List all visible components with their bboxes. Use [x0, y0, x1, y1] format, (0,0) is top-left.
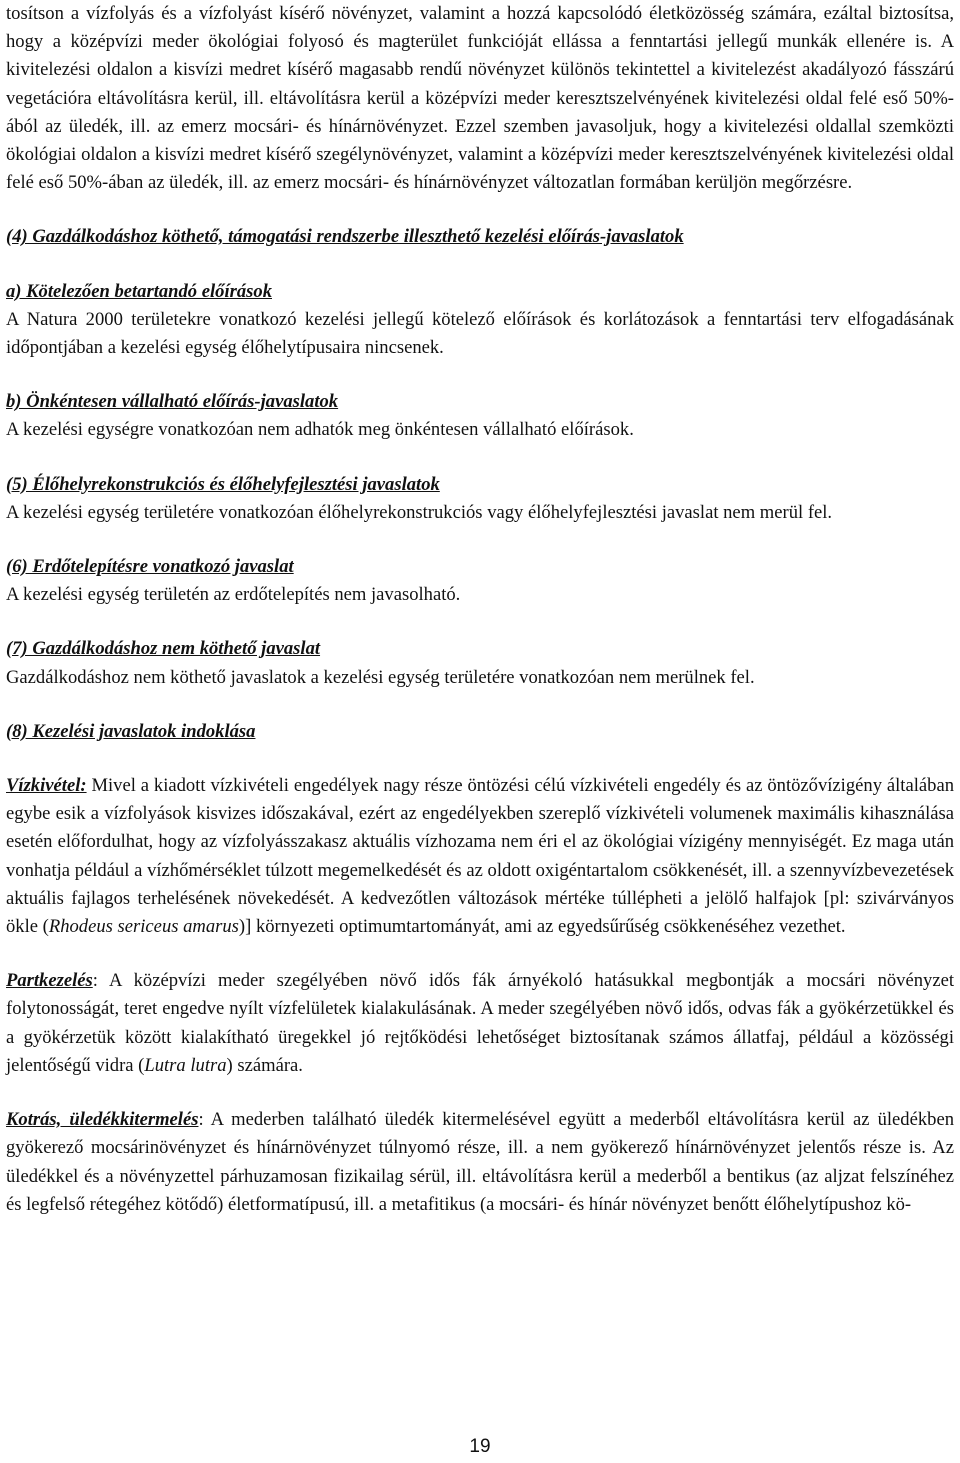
vizkivetel-paragraph	[6, 772, 954, 941]
section-6-text: A kezelési egység területén az erdőtelepítés nem javasolható.	[6, 584, 461, 606]
partkezeles-text-after: ) számára.	[226, 1054, 303, 1076]
kotras-text: : A mederben található üledék kitermelésével együtt a mederből eltávolításra kerül az üledékben gyökerező mocsárinövényzet és hínárnövényzet túlnyomó része, ill. a nem gyökerező hínárnövényzet jelentős része is. Az üledékkel és a növényzettel párhuzamosan fizikailag sérül, ill. eltávolításra kerül a mederből a bentikus (az aljzat felszínéhez és legfelső rétegéhez kötődő) életformatípusú, ill. a metafitikus (a mocsári- és hínár növényzet benőtt élőhelytípushoz kö-	[6, 1109, 955, 1215]
section-6-heading: (6) Erdőtelepítésre vonatkozó javaslat	[6, 556, 294, 578]
section-7-heading: (7) Gazdálkodáshoz nem köthető javaslat	[6, 638, 321, 660]
section-5-text: A kezelési egység területére vonatkozóan élőhelyrekonstrukciós vagy élőhelyfejlesztési javaslat nem merül fel.	[6, 501, 833, 523]
partkezeles-text-before: : A középvízi meder szegélyében növő idős fák árnyékoló hatásukkal megbontják a mocsári növényzet folytonosságát, teret engedve nyílt vízfelületek kialakulásának. A meder szegélyében növő idős, odvas fák a gyökérzetükkel és a gyökérzetük között kialakítható üregekkel jó rejtőködési lehetőséget biztosítanak számos állatfaj, például a közösségi jelentőségű vidra (	[6, 970, 954, 1076]
section-7-text: Gazdálkodáshoz nem köthető javaslatok a kezelési egység területére vonatkozóan nem merülnek fel.	[6, 666, 755, 688]
vizkivetel-text-after: )] környezeti optimumtartományát, ami az egyedsűrűség csökkenéséhez vezethet.	[238, 916, 846, 938]
vizkivetel-text-before: Mivel a kiadott vízkivételi engedélyek nagy része öntözési célú vízkivételi engedély és az öntözővízigény általában egybe esik a vízfolyások kisvizes időszakával, ezért az engedélyekben szereplő vízkivételi volumenek maximális kihasználása esetén előfordulhat, hogy az vízfolyásszakasz aktuális vízhozama nem éri el az ökológiai vízigény mennyiségét. Ez maga után vonhatja például a vízhőmérséklet túlzott megemelkedését és az oldott oxigéntartalom csökkenését, ill. a szennyvízbevezetések aktuális fajlagos terhelésének növekedését. A kedvezőtlen változások mértéke túllépheti a jelölő halfajok [pl: szivárványos ökle (	[6, 775, 954, 938]
partkezeles-species: Lutra lutra	[144, 1054, 227, 1076]
vizkivetel-species: Rhodeus sericeus amarus	[48, 916, 239, 938]
section-8-heading: (8) Kezelési javaslatok indoklása	[6, 720, 256, 742]
vizkivetel-lead: Vízkivétel:	[6, 775, 87, 797]
page-number: 19	[469, 1436, 491, 1457]
section-4a-text: A Natura 2000 területekre vonatkozó kezelési jellegű kötelező előírások és korlátozások a fenntartási terv elfogadásának időpontjában a kezelési egység élőhelytípusaira nincsenek.	[6, 308, 954, 359]
document-page	[6, 0, 954, 1219]
intro-paragraph: tosítson a vízfolyás és a vízfolyást kísérő növényzet, valamint a hozzá kapcsolódó életközösség számára, ezáltal biztosítsa, hogy a középvízi meder ökológiai folyosó és magterület funkcióját ellássa a fenntartási jellegű munkák ellenére is. A kivitelezési oldalon a kisvízi medret kísérő magasabb rendű növényzet különös tekintettel a kivitelezést akadályozó fásszárú vegetációra eltávolításra kerül, ill. eltávolításra kerül a középvízi meder keresztszelvényének kivitelezési oldal felé eső 50%-ából az üledék, ill. az emerz mocsári- és hínárnövényzet. Ezzel szemben javasoljuk, hogy a kivitelezési oldallal szemközti ökológiai oldalon a kisvízi medret kísérő szegélynövényzet, valamint a középvízi meder keresztszelvényének kivitelezési oldal felé eső 50%-ában az üledék, ill. az emerz mocsári- és hínárnövényzet változatlan formában kerüljön megőrzésre.	[6, 3, 954, 194]
kotras-paragraph	[6, 1106, 954, 1219]
section-4b-text: A kezelési egységre vonatkozóan nem adhatók meg önkéntesen vállalható előírások.	[6, 419, 634, 441]
section-5-heading: (5) Élőhelyrekonstrukciós és élőhelyfejlesztési javaslatok	[6, 473, 440, 495]
section-4-heading: (4) Gazdálkodáshoz köthető, támogatási rendszerbe illeszthető kezelési előírás-javaslatok	[6, 226, 684, 248]
partkezeles-lead: Partkezelés	[6, 970, 93, 992]
section-4a-heading: a) Kötelezően betartandó előírások	[6, 280, 272, 302]
kotras-lead: Kotrás, üledékkitermelés	[6, 1109, 199, 1131]
partkezeles-paragraph	[6, 967, 954, 1080]
section-4b-heading: b) Önkéntesen vállalható előírás-javaslatok	[6, 391, 339, 413]
